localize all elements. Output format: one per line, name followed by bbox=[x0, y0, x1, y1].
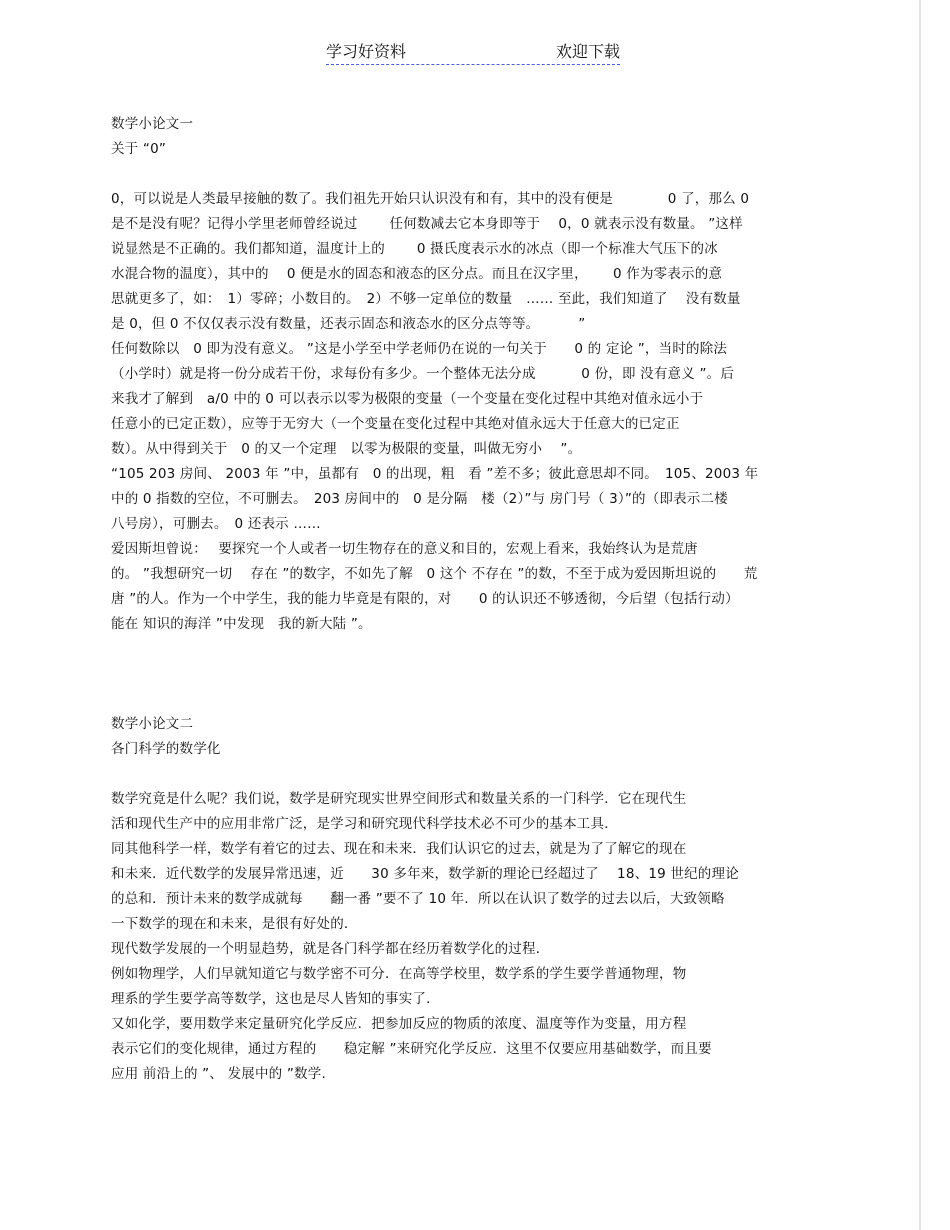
essay2-line: 同其他科学一样，数学有着它的过去、现在和未来．我们认识它的过去，就是为了了解它的现在 bbox=[111, 841, 687, 857]
essay1-line: 来我才了解到 a/0 中的 0 可以表示以零为极限的变量（一个变量在变化过程中其绝对值永远小于 bbox=[111, 391, 704, 407]
essay1-line: 八号房），可删去。 0 还表示 …… bbox=[111, 516, 321, 532]
essay1-line: 爱因斯坦曾说： 要探究一个人或者一切生物存在的意义和目的，宏观上看来，我始终认为是荒唐 bbox=[111, 541, 698, 557]
spacer bbox=[111, 162, 841, 187]
essay1-title: 数学小论文一 bbox=[111, 116, 194, 132]
essay1-line: 任何数除以 0 即为没有意义。 ”这是小学至中学老师仍在说的一句关于 0 的 定论 ”，当时的除法 bbox=[111, 341, 728, 357]
essay2-line: 又如化学，要用数学来定量研究化学反应．把参加反应的物质的浓度、温度等作为变量，用方程 bbox=[111, 1016, 687, 1032]
essay2-line: 的总和．预计未来的数学成就每 翻一番 ”要不了 10 年．所以在认识了数学的过去以后，大致领略 bbox=[111, 891, 725, 907]
essay1-line: （小学时）就是将一份分成若干份，求每份有多少。一个整体无法分成 0 份，即 没有意义 ”。后 bbox=[111, 366, 735, 382]
essay1-line: 说显然是不正确的。我们都知道，温度计上的 0 摄氏度表示水的冰点（即一个标准大气压下的冰 bbox=[111, 241, 718, 257]
essay1-line: 是不是没有呢？记得小学里老师曾经说过 任何数减去它本身即等于 0，0 就表示没有数量。 ”这样 bbox=[111, 216, 743, 232]
essay2-line: 应用 前沿上的 ”、 发展中的 ”数学. bbox=[111, 1066, 326, 1082]
header-left-text: 学习好资料 bbox=[326, 42, 407, 61]
essay1-line: 思就更多了，如： 1）零碎；小数目的。 2）不够一定单位的数量 …… 至此，我们知道了 没有数量 bbox=[111, 291, 741, 307]
essay2-subtitle: 各门科学的数学化 bbox=[111, 741, 221, 757]
spacer bbox=[111, 662, 841, 687]
page-edge bbox=[919, 0, 921, 1230]
essay1-line: 数）。从中得到关于 0 的又一个定理 以零为极限的变量，叫做无穷小 ”。 bbox=[111, 441, 582, 457]
essay2-line: 例如物理学，人们早就知道它与数学密不可分．在高等学校里，数学系的学生要学普通物理，物 bbox=[111, 966, 687, 982]
document-body bbox=[111, 112, 841, 1087]
header-right-text: 欢迎下载 bbox=[555, 42, 620, 61]
essay1-line: 中的 0 指数的空位，不可删去。 203 房间中的 0 是分隔 楼（2）”与 房门号（ 3）”的（即表示二楼 bbox=[111, 491, 728, 507]
essay2-line: 一下数学的现在和未来，是很有好处的． bbox=[111, 916, 358, 932]
essay2-body bbox=[111, 787, 841, 1087]
essay1-line: 是 0，但 0 不仅仅表示没有数量，还表示固态和液态水的区分点等等。 ” bbox=[111, 316, 586, 332]
essay1-line: 唐 ”的人。作为一个中学生，我的能力毕竟是有限的，对 0 的认识还不够透彻，今后望（包括行动） bbox=[111, 591, 739, 607]
essay1-line: 任意小的已定正数），应等于无穷大（一个变量在变化过程中其绝对值永远大于任意大的已定正 bbox=[111, 416, 680, 432]
page-header bbox=[326, 42, 620, 65]
spacer bbox=[111, 637, 841, 662]
essay2-line: 现代数学发展的一个明显趋势，就是各门科学都在经历着数学化的过程． bbox=[111, 941, 550, 957]
essay1-line: 能在 知识的海洋 ”中发现 我的新大陆 ”。 bbox=[111, 616, 372, 632]
essay1-line: 的。 ”我想研究一切 存在 ”的数字，不如先了解 0 这个 不存在 ”的数，不至于成为爱因斯坦说的 荒 bbox=[111, 566, 758, 582]
essay2-line: 和未来．近代数学的发展异常迅速，近 30 多年来，数学新的理论已经超过了 18、19 世纪的理论 bbox=[111, 866, 739, 882]
spacer bbox=[111, 687, 841, 712]
essay1-body bbox=[111, 187, 841, 637]
essay2-title: 数学小论文二 bbox=[111, 716, 194, 732]
essay2-line: 活和现代生产中的应用非常广泛，是学习和研究现代科学技术必不可少的基本工具． bbox=[111, 816, 618, 832]
essay1-line: 水混合物的温度），其中的 0 便是水的固态和液态的区分点。而且在汉字里， 0 作为零表示的意 bbox=[111, 266, 723, 282]
essay1-line: 0，可以说是人类最早接触的数了。我们祖先开始只认识没有和有，其中的没有便是 0 了，那么 0 bbox=[111, 191, 750, 207]
essay1-subtitle: 关于 “0” bbox=[111, 141, 167, 157]
essay2-line: 理系的学生要学高等数学，这也是尽人皆知的事实了． bbox=[111, 991, 440, 1007]
essay2-line: 数学究竟是什么呢？我们说，数学是研究现实世界空间形式和数量关系的一门科学．它在现代生 bbox=[111, 791, 687, 807]
essay2-line: 表示它们的变化规律，通过方程的 稳定解 ”来研究化学反应．这里不仅要应用基础数学，而且要 bbox=[111, 1041, 712, 1057]
essay1-line: “105 203 房间、 2003 年 ”中，虽都有 0 的出现，粗 看 ”差不多；彼此意思却不同。 105、2003 年 bbox=[111, 466, 759, 482]
spacer bbox=[111, 762, 841, 787]
